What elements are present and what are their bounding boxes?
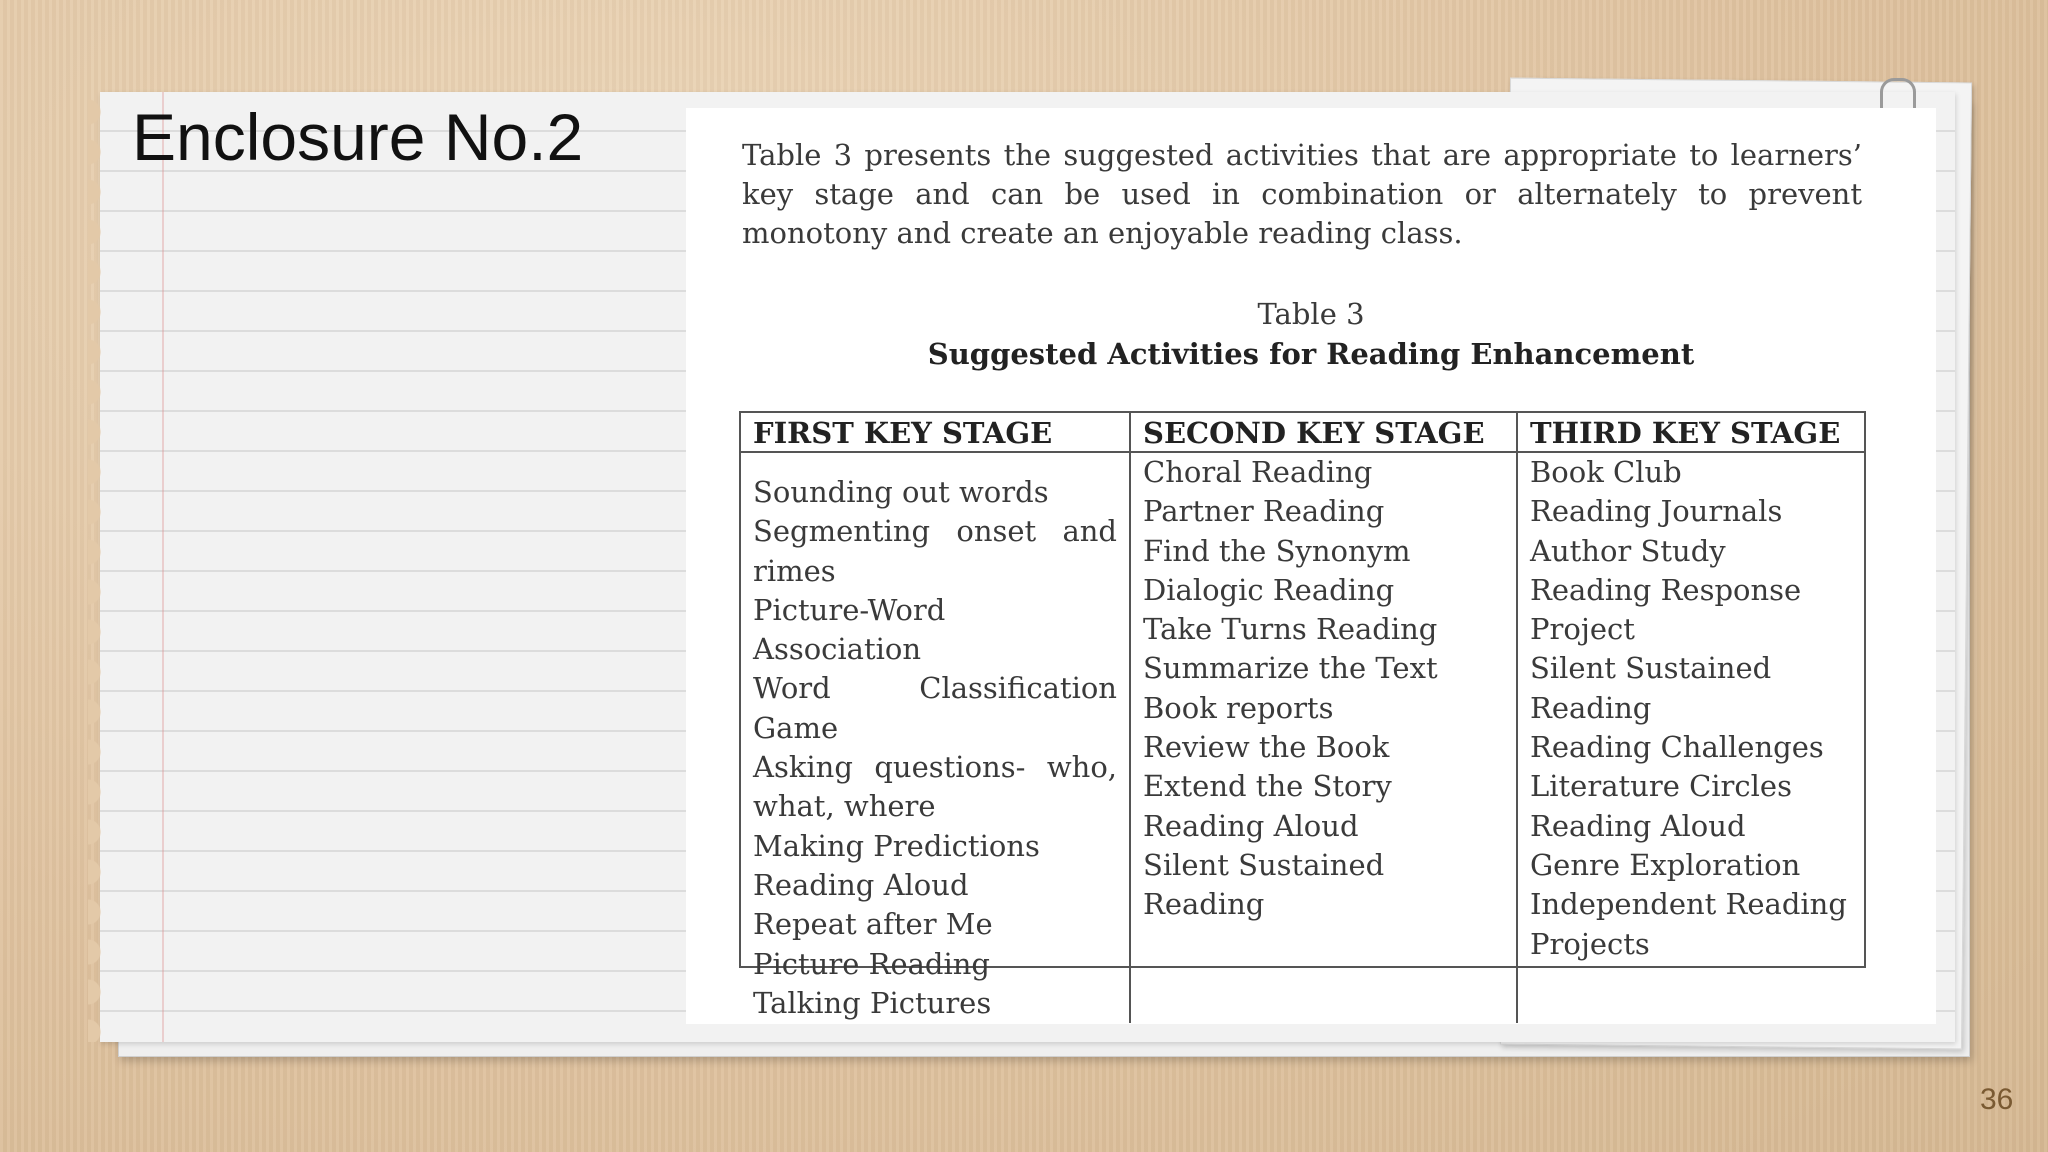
activity-item: Silent Sustained Reading <box>1143 847 1385 922</box>
activity-item: Segmenting onset and rimes <box>753 514 1117 588</box>
activity-item: Genre Exploration <box>1530 847 1801 882</box>
third-stage-cell <box>1516 453 1864 1023</box>
activity-item: Choral Reading <box>1143 455 1373 489</box>
activity-item: Asking questions- who, what, where <box>753 750 1117 824</box>
second-stage-cell <box>1129 453 1516 1023</box>
intro-paragraph: Table 3 presents the suggested activities that are appropriate to learners’ key stage and can be used in combination or alternately to prevent monotony and create an enjoyable reading class. <box>742 138 1862 250</box>
activity-item: Talking Pictures <box>753 985 992 1020</box>
activity-item: Independent Reading Projects <box>1530 887 1847 961</box>
table-title: Suggested Activities for Reading Enhancement <box>927 337 1695 371</box>
activity-item: Reading Aloud <box>1143 808 1359 843</box>
activity-item: Find the Synonym <box>1143 533 1411 568</box>
activity-item: Partner Reading <box>1143 494 1385 529</box>
activity-item: Silent Sustained Reading <box>1530 651 1772 725</box>
slide-title: Enclosure No.2 <box>132 100 584 174</box>
activity-item: Picture Reading <box>753 946 990 981</box>
third-stage-list <box>1530 453 1852 964</box>
second-stage-list <box>1143 453 1504 925</box>
activity-item: Reading Response Project <box>1530 572 1802 647</box>
activity-item: Picture-Word Association <box>753 592 946 667</box>
table-caption <box>686 294 1936 374</box>
activity-item: Word Classification Game <box>753 671 1117 745</box>
activity-item: Take Turns Reading <box>1143 612 1438 647</box>
activity-item: Making Predictions <box>753 828 1040 863</box>
activity-item: Review the Book <box>1143 730 1390 765</box>
activity-item: Reading Journals <box>1530 494 1783 529</box>
activity-item: Author Study <box>1530 533 1726 568</box>
activity-item: Book reports <box>1143 690 1334 725</box>
scanned-document <box>686 108 1936 1024</box>
activity-item: Literature Circles <box>1530 769 1792 804</box>
torn-edge <box>88 92 118 1042</box>
column-header-second-stage: SECOND KEY STAGE <box>1129 413 1516 453</box>
activity-item: Book Club <box>1530 455 1682 489</box>
column-header-first-stage: FIRST KEY STAGE <box>741 413 1129 453</box>
table-label: Table 3 <box>1257 297 1365 331</box>
activity-item: Extend the Story <box>1143 769 1392 804</box>
activity-item: Reading Challenges <box>1530 730 1824 765</box>
activity-item: Reading Aloud <box>1530 808 1746 843</box>
first-stage-cell <box>741 453 1129 1023</box>
page-number: 36 <box>1980 1083 2014 1116</box>
activity-item: Sounding out words <box>753 475 1049 509</box>
column-header-third-stage: THIRD KEY STAGE <box>1516 413 1864 453</box>
first-stage-list <box>753 473 1117 1023</box>
activity-item: Reading Aloud <box>753 867 969 902</box>
activity-item: Repeat after Me <box>753 907 993 942</box>
activity-item: Dialogic Reading <box>1143 572 1395 607</box>
activities-table <box>739 411 1866 1020</box>
activity-item: Summarize the Text <box>1143 651 1438 686</box>
